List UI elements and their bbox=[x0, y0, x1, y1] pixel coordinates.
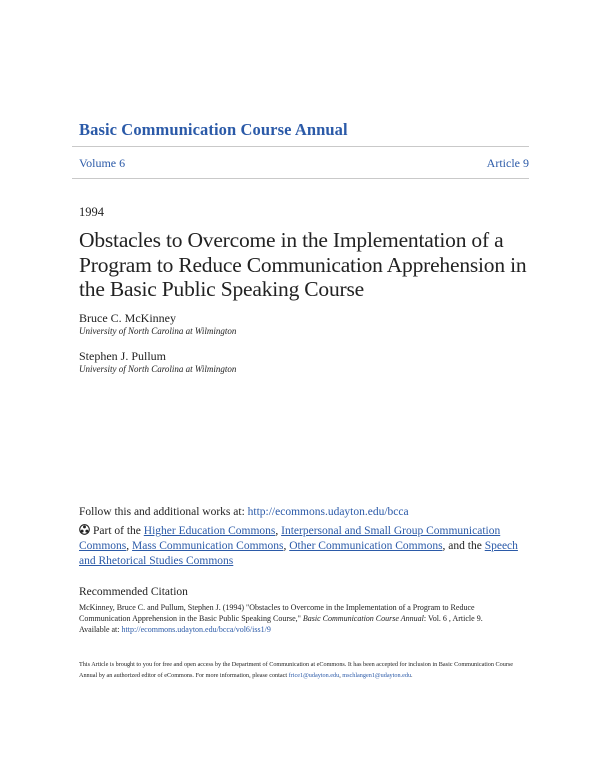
contact-email[interactable]: frice1@udayton.edu bbox=[288, 671, 340, 679]
separator: , and the bbox=[442, 540, 485, 552]
citation-body: McKinney, Bruce C. and Pullum, Stephen J. (1994) "Obstacles to Overcome in the Implementation of a Program to Reduce Communication Apprehension in the Basic Public Speaking Course," bbox=[79, 603, 475, 623]
access-notice-body: This Article is brought to you for free and open access by the Department of Communication at eCommons. It has been accepted for inclusion in Basic Communication Course Annual by an authorized editor of eCommons. For more information, please contact bbox=[79, 661, 514, 679]
separator: , bbox=[126, 540, 133, 552]
author-name: Stephen J. Pullum bbox=[79, 349, 167, 363]
citation-journal: Basic Communication Course Annual bbox=[302, 614, 424, 623]
author-name: Bruce C. McKinney bbox=[79, 311, 176, 325]
network-commons-icon bbox=[79, 524, 90, 535]
follow-line bbox=[79, 506, 409, 518]
header-divider-top bbox=[72, 146, 529, 147]
commons-link[interactable]: Other Communication Commons bbox=[289, 540, 443, 552]
period: . bbox=[411, 671, 413, 679]
commons-link[interactable]: Mass Communication Commons bbox=[132, 540, 284, 552]
part-of-commons bbox=[79, 524, 519, 569]
citation-link[interactable]: http://ecommons.udayton.edu/bcca/vol6/iss1/9 bbox=[121, 625, 271, 634]
commons-link[interactable]: Interpersonal and Small Group Communication Commons bbox=[79, 525, 501, 552]
author-affiliation: University of North Carolina at Wilmington bbox=[79, 364, 237, 374]
available-label: Available at: bbox=[79, 625, 122, 634]
commons-link[interactable]: Higher Education Commons bbox=[143, 525, 276, 537]
header-divider-bottom bbox=[72, 178, 529, 179]
volume-link[interactable]: Volume 6 bbox=[79, 156, 126, 170]
contact-email[interactable]: mschlangen1@udayton.edu bbox=[342, 671, 412, 679]
article-link[interactable]: Article 9 bbox=[486, 156, 529, 170]
recommended-citation-heading: Recommended Citation bbox=[79, 586, 188, 598]
author-affiliation: University of North Carolina at Wilmington bbox=[79, 326, 237, 336]
citation-text bbox=[79, 602, 519, 635]
repository-link[interactable]: http://ecommons.udayton.edu/bcca bbox=[247, 506, 409, 518]
article-title: Obstacles to Overcome in the Implementation of a Program to Reduce Communication Apprehension in the Basic Public Speaking Course bbox=[79, 228, 527, 301]
separator: , bbox=[339, 671, 343, 679]
part-of-label: Part of the bbox=[93, 525, 144, 537]
separator: , bbox=[275, 525, 282, 537]
follow-label: Follow this and additional works at: bbox=[79, 506, 248, 518]
commons-link[interactable]: Speech and Rhetorical Studies Commons bbox=[79, 540, 518, 567]
access-notice bbox=[79, 660, 524, 681]
journal-title[interactable]: Basic Communication Course Annual bbox=[79, 120, 348, 139]
publication-year: 1994 bbox=[79, 205, 104, 219]
separator: , bbox=[283, 540, 290, 552]
citation-volume: : Vol. 6 , Article 9. bbox=[423, 614, 483, 623]
